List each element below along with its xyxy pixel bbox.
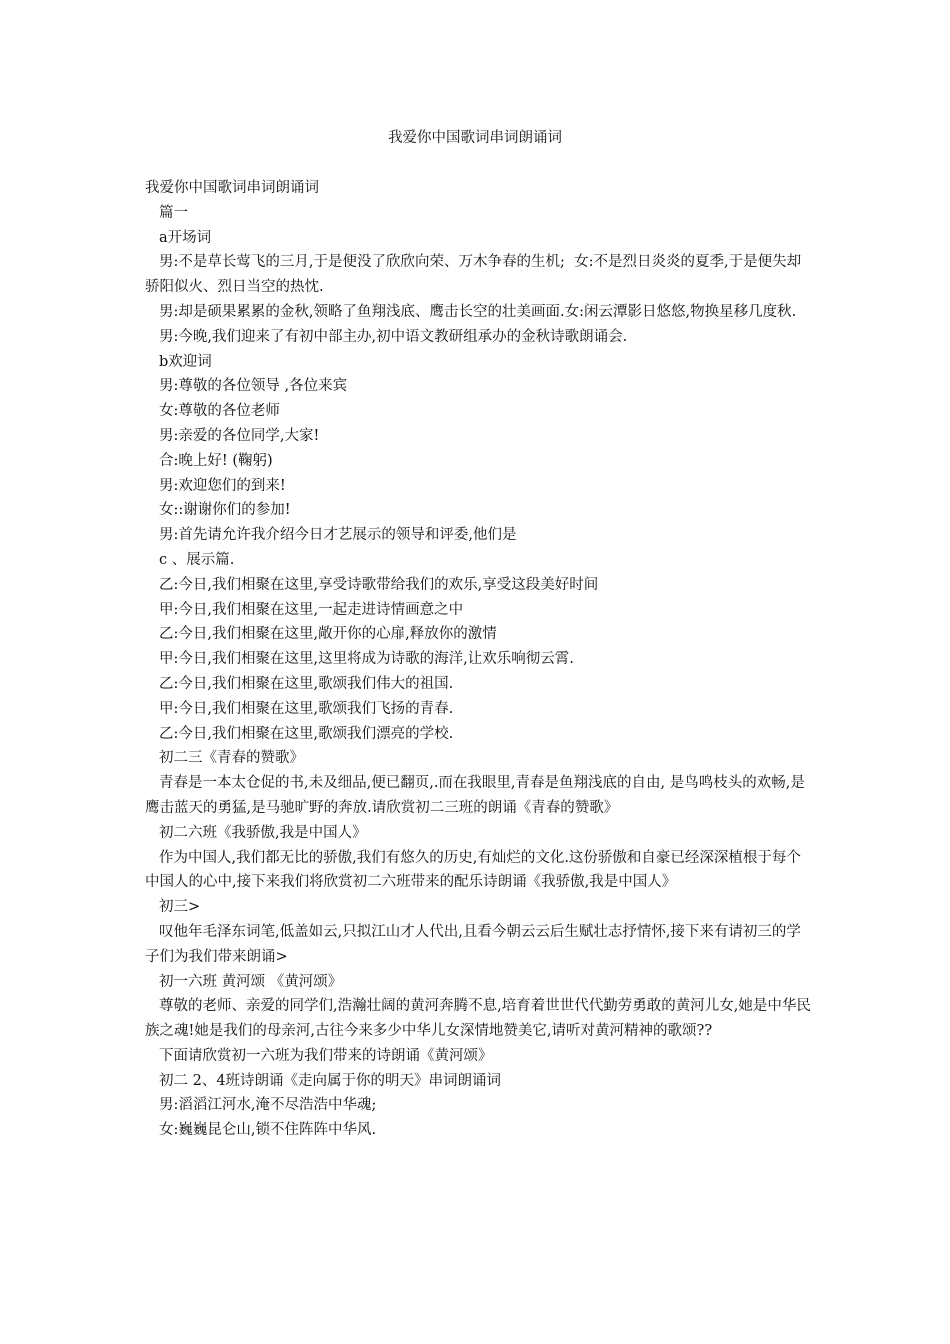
paragraph: 作为中国人,我们都无比的骄傲,我们有悠久的历史,有灿烂的文化.这份骄傲和自豪已经深深植根于每个中国人的心中,接下来我们将欣赏初二六班带来的配乐诗朗诵《我骄傲,我是中国人》 xyxy=(145,849,801,891)
paragraph: 甲:今日,我们相聚在这里,歌颂我们飞扬的青春. xyxy=(159,700,454,717)
document-title: 我爱你中国歌词串词朗诵词 xyxy=(388,130,562,146)
paragraph: 甲:今日,我们相聚在这里,这里将成为诗歌的海洋,让欢乐响彻云霄. xyxy=(159,651,574,668)
paragraph: 男:尊敬的各位领导 ,各位来宾 xyxy=(159,378,348,395)
paragraph: c 、展示篇. xyxy=(159,551,235,568)
paragraph: 初一六班 黄河颂 《黄河颂》 xyxy=(159,973,343,990)
paragraph: 合:晚上好! (鞠躬) xyxy=(159,452,273,469)
paragraph: 乙:今日,我们相聚在这里,歌颂我们漂亮的学校. xyxy=(159,725,454,742)
paragraph: 初二六班《我骄傲,我是中国人》 xyxy=(159,824,367,841)
paragraph: 男:亲爱的各位同学,大家! xyxy=(159,427,320,444)
paragraph: a开场词 xyxy=(159,229,212,246)
paragraph: 男:欢迎您们的到来! xyxy=(159,477,286,494)
paragraph: 女::谢谢你们的参加! xyxy=(159,502,291,519)
paragraph: 叹他年毛泽东词笔,低盖如云,只拟江山才人代出,且看今朝云云后生赋壮志抒情怀,接下来有请初三的学子们为我们带来朗诵> xyxy=(145,923,801,965)
paragraph: 男:滔滔江河水,淹不尽浩浩中华魂; xyxy=(159,1097,377,1114)
paragraph: 乙:今日,我们相聚在这里,敞开你的心扉,释放你的激情 xyxy=(159,626,497,643)
paragraph: 乙:今日,我们相聚在这里,享受诗歌带给我们的欢乐,享受这段美好时间 xyxy=(159,576,599,593)
paragraph: 男:却是硕果累累的金秋,领略了鱼翔浅底、鹰击长空的壮美画面.女:闲云潭影日悠悠,物换星移几度秋. xyxy=(159,303,797,320)
paragraph: 下面请欣赏初一六班为我们带来的诗朗诵《黄河颂》 xyxy=(159,1047,493,1064)
paragraph: 我爱你中国歌词串词朗诵词 xyxy=(145,180,319,196)
paragraph: 女:巍巍昆仑山,锁不住阵阵中华风. xyxy=(159,1122,377,1139)
document-body xyxy=(145,176,813,1143)
paragraph: 男:今晚,我们迎来了有初中部主办,初中语文教研组承办的金秋诗歌朗诵会. xyxy=(159,328,628,345)
paragraph: 初二三《青春的赞歌》 xyxy=(159,750,304,767)
paragraph: 男:不是草长莺飞的三月,于是便没了欣欣向荣、万木争春的生机; 女:不是烈日炎炎的夏季,于是便失却骄阳似火、烈日当空的热忱. xyxy=(145,254,802,296)
paragraph: 男:首先请允许我介绍今日才艺展示的领导和评委,他们是 xyxy=(159,527,517,544)
paragraph: b欢迎词 xyxy=(159,353,212,370)
paragraph: 初二 2、4班诗朗诵《走向属于你的明天》串词朗诵词 xyxy=(159,1072,502,1089)
paragraph: 甲:今日,我们相聚在这里,一起走进诗情画意之中 xyxy=(159,601,464,618)
paragraph: 初三> xyxy=(159,899,201,916)
paragraph: 青春是一本太仓促的书,未及细品,便已翻页,.而在我眼里,青春是鱼翔浅底的自由, 是鸟鸣枝头的欢畅,是鹰击蓝天的勇猛,是马驰旷野的奔放.请欣赏初二三班的朗诵《青春的赞歌》 xyxy=(145,775,805,816)
paragraph: 篇一 xyxy=(159,204,188,221)
paragraph: 尊敬的老师、亲爱的同学们,浩瀚壮阔的黄河奔腾不息,培育着世世代代勤劳勇敢的黄河儿女,她是中华民族之魂!她是我们的母亲河,古往今来多少中华儿女深情地赞美它,请听对黄河精神的歌颂?? xyxy=(145,998,811,1040)
paragraph: 乙:今日,我们相聚在这里,歌颂我们伟大的祖国. xyxy=(159,675,454,692)
paragraph: 女:尊敬的各位老师 xyxy=(159,403,280,420)
